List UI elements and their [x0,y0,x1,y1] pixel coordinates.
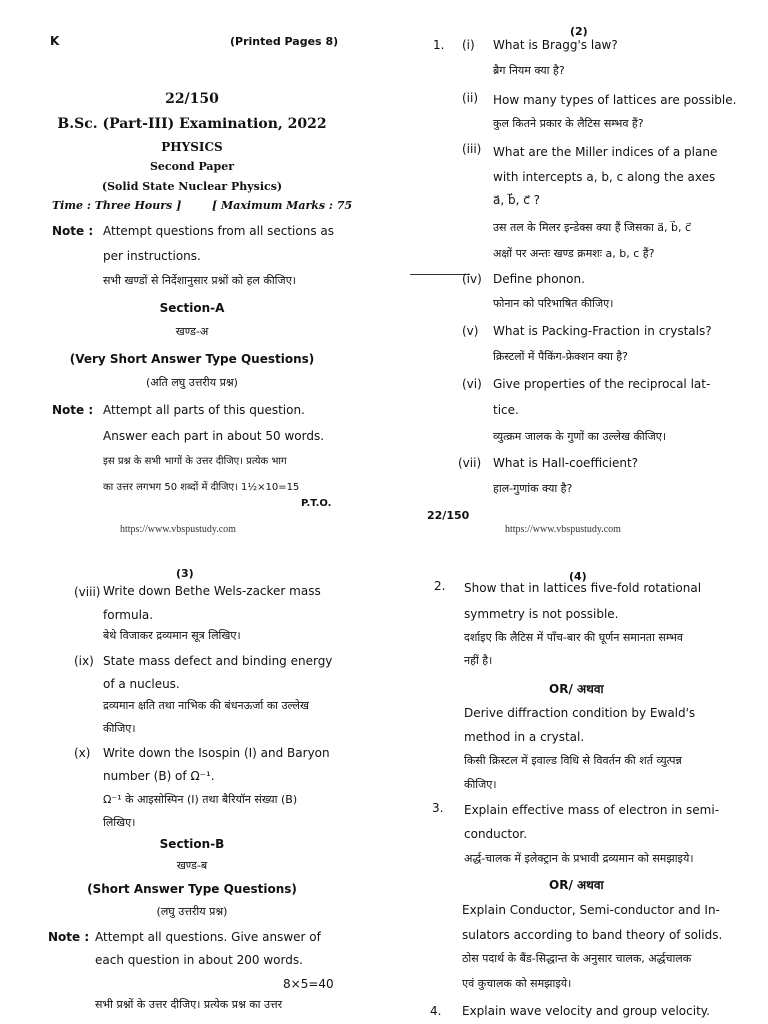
q1-viii-hi: बेथे विजाकर द्रव्यमान सूत्र लिखिए। [103,629,241,642]
q2b-en-2: method in a crystal. [464,730,585,744]
q1-v-num: (v) [462,324,479,338]
q3-hi: अर्द्ध-चालक में इलेक्ट्रान के प्रभावी द्रव्यमान को समझाइये। [464,852,694,865]
q1-iv-en: Define phonon. [493,272,585,286]
q2b-hi-1: किसी क्रिस्टल में इवाल्ड विधि से विवर्तन की शर्त व्युत्पन्न [464,754,682,767]
paper: Second Paper [149,160,235,173]
section-a: Section-A [159,301,225,315]
q1-ii-en: How many types of lattices are possible. [493,93,737,107]
scan-line [410,274,470,275]
q3b-hi-1: ठोस पदार्थ के बैंड-सिद्धान्त के अनुसार चालक, अर्द्धचालक [462,952,692,965]
q3-en-2: conductor. [464,827,528,841]
q1-ii-hi: कुल कितने प्रकार के लैटिस सम्भव हैं? [493,117,644,130]
q1-ii-num: (ii) [462,91,479,105]
vsaq-hindi: (अति लघु उत्तरीय प्रश्न) [146,376,238,389]
q2-number: 2. [434,579,446,593]
pto: P.T.O. [301,498,332,509]
q1-vii-hi: हाल-गुणांक क्या है? [493,482,573,495]
q1-iii-num: (iii) [462,142,482,156]
note3-hindi: सभी प्रश्नों के उत्तर दीजिए। प्रत्येक प्रश्न का उत्तर [95,998,283,1011]
saq-heading: (Short Answer Type Questions) [87,882,297,896]
q1-x-hi-1: Ω⁻¹ के आइसोस्पिन (I) तथा बैरियॉन संख्या (B) [103,793,298,806]
q3b-en-2: sulators according to band theory of solids. [462,928,723,942]
corner-letter: K [50,34,60,48]
q2-hi-2: नहीं है। [464,654,493,667]
printed-pages: (Printed Pages 8) [230,35,339,48]
q1-iii-en-1: What are the Miller indices of a plane [493,145,718,159]
section-a-hindi: खण्ड-अ [175,325,209,338]
section-b-marks: 8×5=40 [283,977,334,991]
q1-vii-num: (vii) [458,456,482,470]
q2-en-2: symmetry is not possible. [464,607,619,621]
q1-x-en-2: number (B) of Ω⁻¹. [103,769,215,783]
exam-title: B.Sc. (Part-III) Examination, 2022 [57,116,327,132]
subject: PHYSICS [161,140,223,154]
q1-i-en: What is Bragg's law? [493,38,618,52]
page-3-number: (3) [176,567,194,580]
page-3 [0,512,384,1024]
or-2: OR/ अथवा [549,878,604,892]
note2-line-1: Attempt all parts of this question. [103,403,305,417]
note2-line-2: Answer each part in about 50 words. [103,429,325,443]
note2-hindi-1: इस प्रश्न के सभी भागों के उत्तर दीजिए। प्रत्येक भाग [103,456,287,467]
note-hindi: सभी खण्डों से निर्देशानुसार प्रश्नों को हल कीजिए। [103,274,296,287]
q1-iii-hi-1: उस तल के मिलर इन्डेक्स क्या हैं जिसका a⃗, b⃗, c⃗ [493,221,692,234]
q3b-en-1: Explain Conductor, Semi-conductor and In- [462,903,720,917]
q1-viii-en-1: Write down Bethe Wels-zacker mass [103,584,321,598]
q3b-hi-2: एवं कुचालक को समझाइये। [462,977,572,990]
q1-iv-num: (iv) [462,272,482,286]
page-4-number: (4) [569,570,587,583]
q1-vi-hi: व्युत्क्रम जालक के गुणों का उल्लेख कीजिए। [493,430,666,443]
q1-viii-num: (viii) [74,585,101,599]
q1-v-en: What is Packing-Fraction in crystals? [493,324,712,338]
q2b-hi-2: कीजिए। [464,778,497,791]
section-b-hindi: खण्ड-ब [176,859,208,872]
note3-line-1: Attempt all questions. Give answer of [95,930,321,944]
note-line-2: per instructions. [103,249,201,263]
q2-en-1: Show that in lattices five-fold rotational [464,581,702,595]
q4-number: 4. [430,1004,442,1018]
q1-iii-hi-2: अक्षों पर अन्तः खण्ड क्रमशः a, b, c हैं? [493,247,655,260]
q1-x-num: (x) [74,746,91,760]
page-2-code: 22/150 [427,509,470,522]
q1-iii-en-2: with intercepts a, b, c along the axes [493,170,716,184]
page-2 [384,0,768,522]
page-1-url: https://www.vbspustudy.com [120,524,236,535]
vsaq-heading: (Very Short Answer Type Questions) [69,352,315,366]
q1-x-hi-2: लिखिए। [103,816,136,829]
note-label: Note : [52,224,94,238]
page-4 [384,512,768,1024]
q1-viii-en-2: formula. [103,608,154,622]
q1-v-hi: क्रिस्टलों में पैकिंग-फ्रेक्शन क्या है? [493,350,628,363]
note2-hindi-2: का उत्तर लगभग 50 शब्दों में दीजिए। 1½×10=15 [103,482,300,493]
q4-en: Explain wave velocity and group velocity. [462,1004,710,1018]
section-b: Section-B [159,837,225,851]
note2-label: Note : [52,403,94,417]
paper-code: 22/150 [165,91,219,107]
q1-ix-num: (ix) [74,654,94,668]
q2-hi-1: दर्शाइए कि लैटिस में पाँच-बार की घूर्णन समानता सम्भव [464,631,683,644]
q1-ix-en-1: State mass defect and binding energy [103,654,333,668]
paper-title: (Solid State Nuclear Physics) [101,180,283,193]
q1-iv-hi: फोनान को परिभाषित कीजिए। [493,297,614,310]
note-line-1: Attempt questions from all sections as [103,224,334,238]
q2b-en-1: Derive diffraction condition by Ewald's [464,706,696,720]
q3-number: 3. [432,801,444,815]
note3-label: Note : [48,930,90,944]
q1-vi-en-2: tice. [493,403,519,417]
time: Time : Three Hours ] [52,199,182,212]
q3-en-1: Explain effective mass of electron in semi- [464,803,720,817]
q1-ix-en-2: of a nucleus. [103,677,180,691]
note3-line-2: each question in about 200 words. [95,953,303,967]
max-marks: [ Maximum Marks : 75 [212,199,353,212]
q1-ix-hi-1: द्रव्यमान क्षति तथा नाभिक की बंधनऊर्जा का उल्लेख [103,699,309,712]
q1-number: 1. [433,38,445,52]
q1-vi-en-1: Give properties of the reciprocal lat- [493,377,711,391]
saq-hindi: (लघु उत्तरीय प्रश्न) [156,905,228,918]
q1-vii-en: What is Hall-coefficient? [493,456,639,470]
q1-ix-hi-2: कीजिए। [103,722,136,735]
q1-vi-num: (vi) [462,377,482,391]
page-2-url: https://www.vbspustudy.com [505,524,621,535]
page-1 [0,0,384,512]
page-2-number: (2) [570,25,588,38]
or-1: OR/ अथवा [549,682,604,696]
q1-i-num: (i) [462,38,475,52]
q1-i-hi: ब्रैग नियम क्या है? [493,64,565,77]
q1-x-en-1: Write down the Isospin (I) and Baryon [103,746,330,760]
q1-iii-en-3: a⃗, b⃗, c⃗ ? [493,193,541,207]
